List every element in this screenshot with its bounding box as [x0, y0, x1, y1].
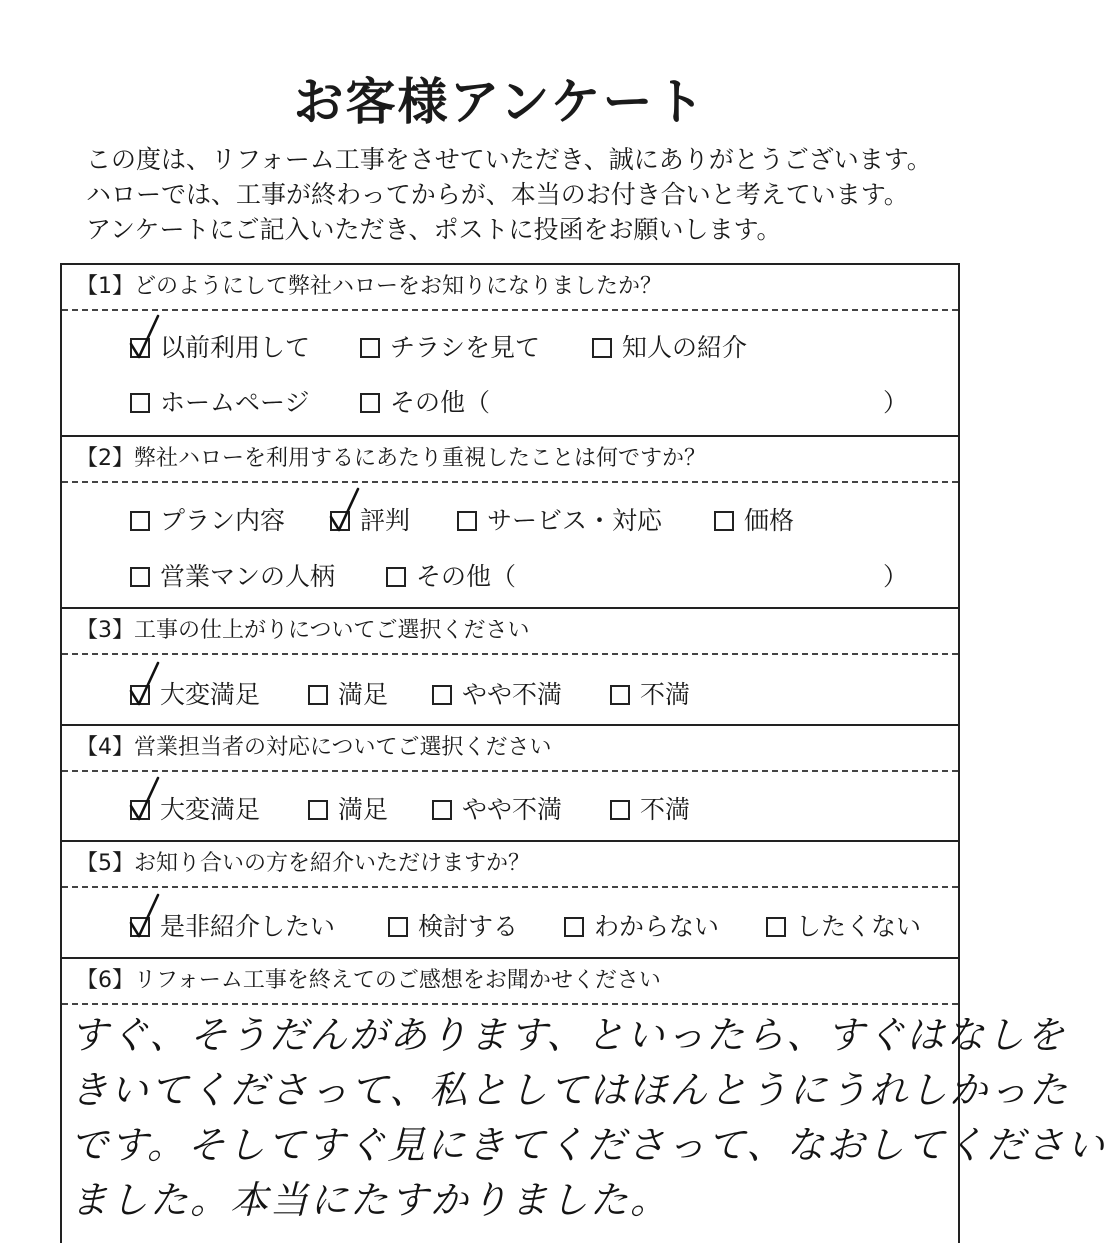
- checkbox-checked[interactable]: [130, 338, 150, 358]
- q2-option-other[interactable]: [386, 557, 516, 597]
- intro-line: この度は、リフォーム工事をさせていただき、誠にありがとうございます。: [86, 145, 932, 174]
- question-3-options-row: [130, 675, 938, 715]
- option-label: 以前利用して: [160, 333, 311, 362]
- option-label: 満足: [338, 680, 389, 709]
- q4-option-very-satisfied[interactable]: [130, 790, 260, 830]
- checkbox[interactable]: [432, 685, 452, 705]
- checkbox-checked[interactable]: [130, 917, 150, 937]
- q3-option-very-satisfied[interactable]: [130, 675, 260, 715]
- check-mark-icon: [128, 893, 162, 939]
- intro-line: ハローでは、工事が終わってからが、本当のお付き合いと考えています。: [86, 180, 909, 209]
- option-label: 大変満足: [160, 680, 261, 709]
- checkbox[interactable]: [592, 338, 612, 358]
- option-label: その他（: [416, 562, 517, 591]
- answer-line: すぐ、そうだんがあります、といったら、すぐはなしを: [70, 1013, 1067, 1057]
- question-3-section: [62, 607, 958, 726]
- checkbox[interactable]: [610, 800, 630, 820]
- option-label: 評判: [360, 506, 411, 535]
- checkbox[interactable]: [766, 917, 786, 937]
- answer-line: きいてくださって、私としてはほんとうにうれしかった: [70, 1068, 1070, 1112]
- option-label: 是非紹介したい: [160, 912, 336, 941]
- checkbox[interactable]: [457, 511, 477, 531]
- option-label: 知人の紹介: [622, 333, 748, 362]
- q1-option-other[interactable]: [360, 383, 490, 423]
- checkbox[interactable]: [714, 511, 734, 531]
- q3-option-dissatisfied[interactable]: [610, 675, 690, 715]
- question-2-section: [62, 435, 958, 609]
- intro-line: アンケートにご記入いただき、ポストに投函をお願いします。: [86, 215, 782, 244]
- answer-line: ました。本当にたすかりました。: [70, 1178, 671, 1222]
- checkbox-checked[interactable]: [130, 685, 150, 705]
- option-label: したくない: [796, 912, 922, 941]
- question-3-label: 【3】工事の仕上がりについてご選択ください: [62, 609, 958, 655]
- answer-line: です。そしてすぐ見にきてくださって、なおしてください: [70, 1123, 1106, 1167]
- option-label: ホームページ: [160, 388, 310, 417]
- option-label: 価格: [744, 506, 795, 535]
- q2-option-price[interactable]: [714, 501, 794, 541]
- option-label: 大変満足: [160, 795, 261, 824]
- question-4-label: 【4】営業担当者の対応についてご選択ください: [62, 726, 958, 772]
- check-mark-icon: [128, 776, 162, 822]
- q3-option-somewhat-dissatisfied[interactable]: [432, 675, 562, 715]
- checkbox[interactable]: [386, 567, 406, 587]
- question-4-section: [62, 724, 958, 842]
- question-1-options-row: [130, 328, 938, 368]
- question-1-label: 【1】どのようにして弊社ハローをお知りになりましたか？: [62, 265, 958, 311]
- option-label: やや不満: [462, 795, 563, 824]
- checkbox[interactable]: [564, 917, 584, 937]
- q2-option-sales-personality[interactable]: [130, 557, 335, 597]
- q1-option-referral[interactable]: [592, 328, 747, 368]
- question-2-options-row: [130, 557, 938, 597]
- checkbox[interactable]: [432, 800, 452, 820]
- option-label: サービス・対応: [487, 506, 663, 535]
- question-1-options-row: [130, 383, 938, 423]
- q1-option-flyer[interactable]: [360, 328, 540, 368]
- checkbox[interactable]: [388, 917, 408, 937]
- check-mark-icon: [128, 661, 162, 707]
- q5-option-consider[interactable]: [388, 907, 518, 947]
- q4-option-somewhat-dissatisfied[interactable]: [432, 790, 562, 830]
- q4-option-satisfied[interactable]: [308, 790, 388, 830]
- q5-option-not-sure[interactable]: [564, 907, 719, 947]
- option-label: 不満: [640, 680, 691, 709]
- page-title: お客様アンケート: [293, 73, 707, 131]
- q5-option-want-to-refer[interactable]: [130, 907, 335, 947]
- checkbox[interactable]: [308, 800, 328, 820]
- option-label: チラシを見て: [390, 333, 541, 362]
- q1-option-previous-use[interactable]: [130, 328, 310, 368]
- question-5-options-row: [130, 907, 938, 947]
- checkbox[interactable]: [130, 393, 150, 413]
- close-paren: ）: [882, 388, 908, 417]
- checkbox-checked[interactable]: [330, 511, 350, 531]
- question-6-label: 【6】リフォーム工事を終えてのご感想をお聞かせください: [62, 959, 958, 1005]
- checkbox[interactable]: [308, 685, 328, 705]
- question-1-section: [62, 265, 958, 435]
- checkbox[interactable]: [610, 685, 630, 705]
- q5-option-do-not-want[interactable]: [766, 907, 921, 947]
- question-2-options-row: [130, 501, 938, 541]
- checkbox[interactable]: [130, 511, 150, 531]
- question-4-options-row: [130, 790, 938, 830]
- option-label: プラン内容: [160, 506, 286, 535]
- check-mark-icon: [328, 487, 362, 533]
- handwritten-answer: [70, 1008, 1106, 1228]
- check-mark-icon: [128, 314, 162, 360]
- close-paren: ）: [882, 562, 908, 591]
- q2-option-plan[interactable]: [130, 501, 285, 541]
- q1-option-homepage[interactable]: [130, 383, 310, 423]
- q4-option-dissatisfied[interactable]: [610, 790, 690, 830]
- q2-option-service[interactable]: [457, 501, 662, 541]
- q2-option-reputation[interactable]: [330, 501, 410, 541]
- option-label: やや不満: [462, 680, 563, 709]
- question-5-label: 【5】お知り合いの方を紹介いただけますか？: [62, 842, 958, 888]
- checkbox[interactable]: [130, 567, 150, 587]
- question-5-section: [62, 840, 958, 959]
- option-label: 満足: [338, 795, 389, 824]
- option-label: 検討する: [418, 912, 519, 941]
- intro-text: [86, 142, 932, 247]
- checkbox-checked[interactable]: [130, 800, 150, 820]
- checkbox[interactable]: [360, 338, 380, 358]
- option-label: 不満: [640, 795, 691, 824]
- option-label: わからない: [594, 912, 720, 941]
- option-label: 営業マンの人柄: [160, 562, 336, 591]
- q3-option-satisfied[interactable]: [308, 675, 388, 715]
- option-label: その他（: [390, 388, 491, 417]
- question-2-label: 【2】弊社ハローを利用するにあたり重視したことは何ですか？: [62, 437, 958, 483]
- checkbox[interactable]: [360, 393, 380, 413]
